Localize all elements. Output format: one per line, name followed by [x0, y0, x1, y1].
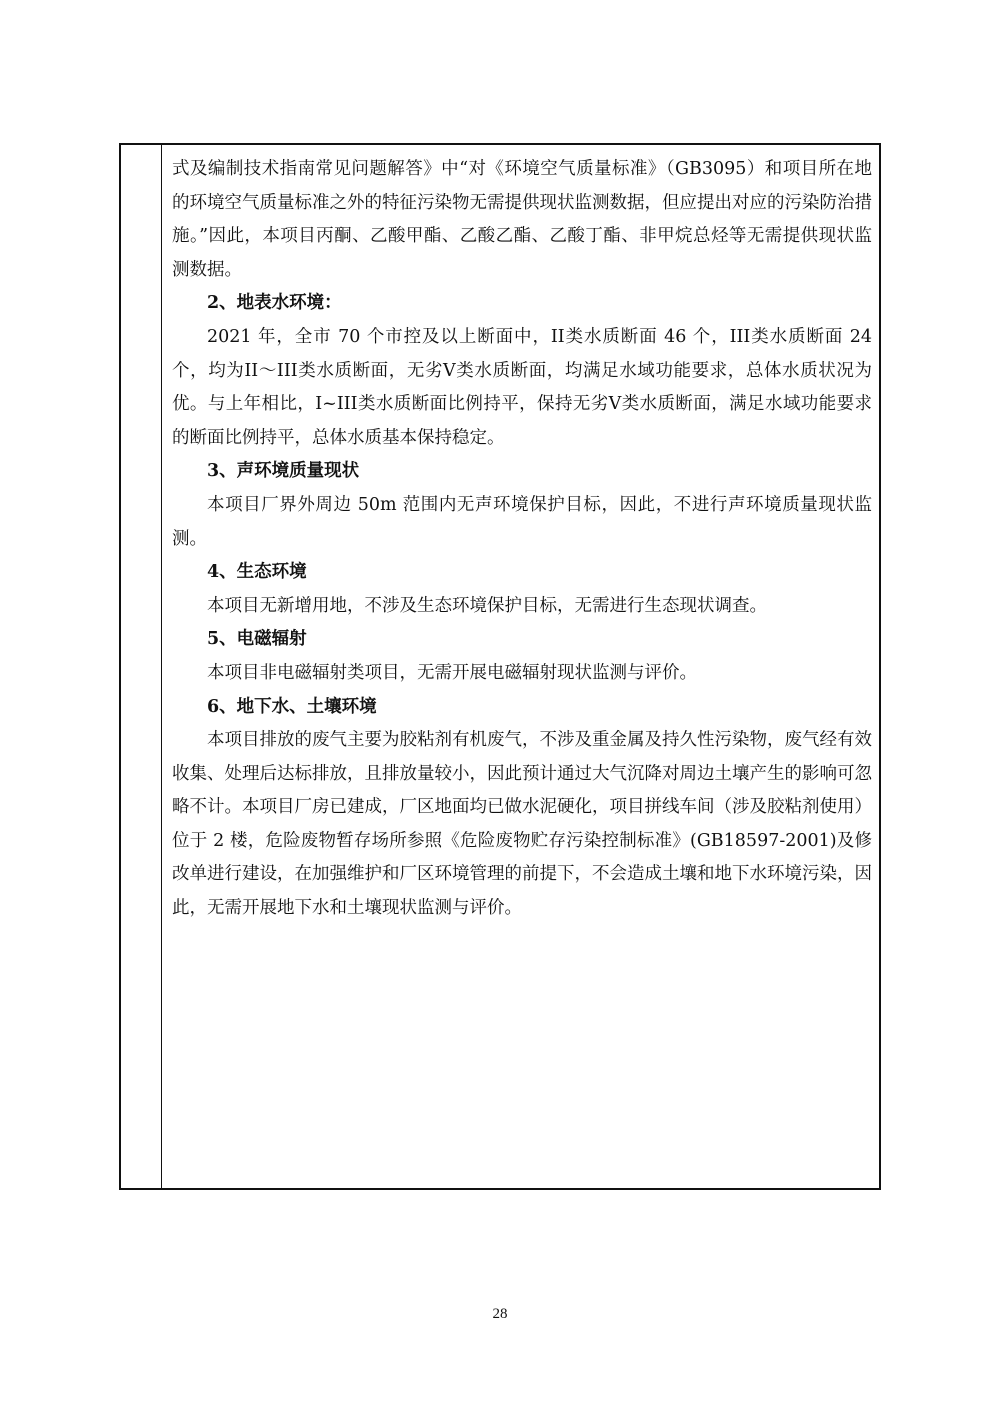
paragraph-groundwater-soil: 本项目排放的废气主要为胶粘剂有机废气，不涉及重金属及持久性污染物，废气经有效收集、处理后达标排放，且排放量较小，因此预计通过大气沉降对周边土壤产生的影响可忽略不计。本项目厂房已建成，厂区地面均已做水泥硬化，项目拼线车间（涉及胶粘剂使用）位于 2 楼，危险废物暂存场所参照《危险废物贮存污染控制标准》(GB18597-2001)及修改单进行建设，在加强维护和厂区环境管理的前提下，不会造成土壤和地下水环境污染，因此，无需开展地下水和土壤现状监测与评价。 — [172, 730, 872, 919]
heading-groundwater-soil: 6、地下水、土壤环境 — [207, 696, 377, 717]
paragraph-surface-water: 2021 年，全市 70 个市控及以上断面中，II类水质断面 46 个，III类水质断面 24 个，均为II～III类水质断面，无劣V类水质断面，均满足水域功能要求，总体水质状况为优。与上年相比，I~III类水质断面比例持平，保持无劣V类水质断面，满足水域功能要求的断面比例持平，总体水质基本保持稳定。 — [172, 326, 872, 448]
page-number: 28 — [492, 1306, 508, 1322]
paragraph-electromagnetic: 本项目非电磁辐射类项目，无需开展电磁辐射现状监测与评价。 — [207, 662, 697, 683]
paragraph-acoustic: 本项目厂界外周边 50m 范围内无声环境保护目标，因此，不进行声环境质量现状监测。 — [172, 494, 872, 549]
heading-electromagnetic: 5、电磁辐射 — [207, 629, 307, 650]
heading-acoustic: 3、声环境质量现状 — [207, 461, 360, 482]
paragraph-air-quality: 式及编制技术指南常见问题解答》中“对《环境空气质量标准》（GB3095）和项目所在地的环境空气质量标准之外的特征污染物无需提供现状监测数据，但应提出对应的污染防治措施。”因此，本项目丙酮、乙酸甲酯、乙酸乙酯、乙酸丁酯、非甲烷总烃等无需提供现状监测数据。 — [172, 159, 872, 280]
heading-ecology: 4、生态环境 — [207, 562, 307, 583]
table-column-divider — [161, 143, 162, 1190]
heading-surface-water: 2、地表水环境： — [207, 293, 342, 314]
table-cell-content — [172, 153, 872, 926]
paragraph-ecology: 本项目无新增用地，不涉及生态环境保护目标，无需进行生态现状调查。 — [207, 595, 767, 616]
